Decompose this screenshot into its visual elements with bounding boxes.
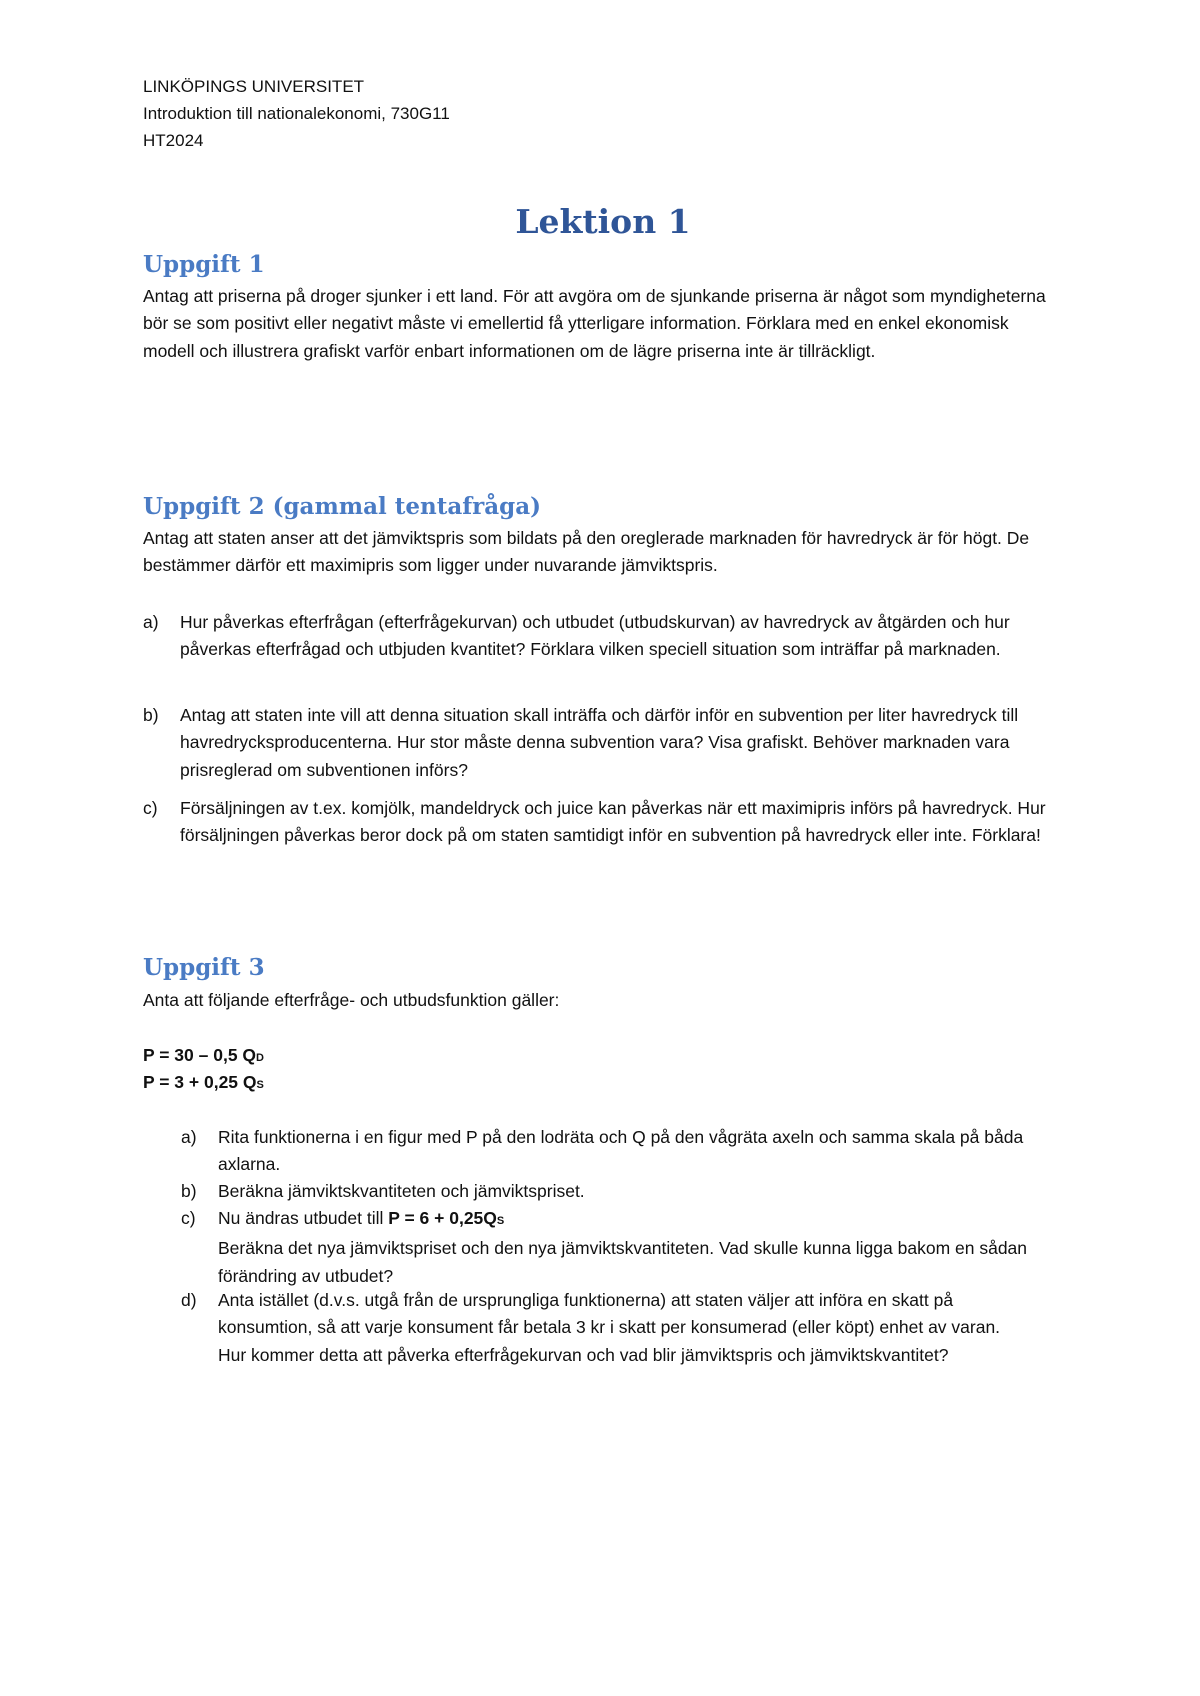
list-marker: b) bbox=[143, 705, 159, 725]
list-marker: c) bbox=[181, 1208, 196, 1228]
task3-item-c-line1: Nu ändras utbudet till P = 6 + 0,25QS bbox=[218, 1208, 505, 1228]
task3-item-a-text: Rita funktionerna i en figur med P på den lodräta och Q på den vågräta axeln och samma skala på båda axlarna. bbox=[218, 1127, 1024, 1175]
new-supply-function: P = 6 + 0,25QS bbox=[388, 1208, 505, 1228]
page-title: Lektion 1 bbox=[515, 202, 691, 241]
task2-heading: Uppgift 2 (gammal tentafråga) bbox=[143, 493, 542, 520]
document-header bbox=[143, 73, 450, 154]
document-page bbox=[143, 0, 1063, 1696]
term-label: HT2024 bbox=[143, 131, 204, 150]
task3-item-d-text: Anta istället (d.v.s. utgå från de ursprungliga funktionerna) att staten väljer att införa en skatt på konsumtion, så att varje konsument får betala 3 kr i skatt per konsumerad (eller köpt) enhet av varan. Hur kommer detta att påverka efterfrågekurvan och vad blir jämviktspris och jämviktskvantitet? bbox=[218, 1290, 1001, 1365]
list-marker: a) bbox=[143, 612, 159, 632]
task1-text: Antag att priserna på droger sjunker i ett land. För att avgöra om de sjunkande priserna är något som myndigheterna bör se som positivt eller negativt måste vi emellertid få ytterligare information. Förklara med en enkel ekonomisk modell och illustrera grafiskt varför enbart informationen om de lägre priserna inte är tillräckligt. bbox=[143, 286, 1046, 361]
task3-item-b-text: Beräkna jämviktskvantiteten och jämviktspriset. bbox=[218, 1181, 585, 1201]
task3-intro: Anta att följande efterfråge- och utbudsfunktion gäller: bbox=[143, 990, 560, 1010]
list-marker: b) bbox=[181, 1181, 197, 1201]
task2-item-b-text: Antag att staten inte vill att denna situation skall inträffa och därför inför en subvention per liter havredryck till havredrycksproducenterna. Hur stor måste denna subvention vara? Visa grafiskt. Behöver marknaden vara prisreglerad om subventionen införs? bbox=[180, 705, 1019, 780]
supply-function: P = 3 + 0,25 QS bbox=[143, 1072, 264, 1092]
list-marker: c) bbox=[143, 798, 158, 818]
task2-item-a-text: Hur påverkas efterfrågan (efterfrågekurvan) och utbudet (utbudskurvan) av havredryck av åtgärden och hur påverkas efterfrågad och utbjuden kvantitet? Förklara vilken speciell situation som inträffar på marknaden. bbox=[180, 612, 1010, 660]
list-marker: a) bbox=[181, 1127, 197, 1147]
task3-item-c-text: Beräkna det nya jämviktspriset och den nya jämviktskvantiteten. Vad skulle kunna ligga bakom en sådan förändring av utbudet? bbox=[218, 1238, 1028, 1286]
supply-subscript: S bbox=[256, 1079, 264, 1091]
course-name: Introduktion till nationalekonomi, 730G11 bbox=[143, 104, 450, 123]
university-name: LINKÖPINGS UNIVERSITET bbox=[143, 77, 365, 96]
task3-heading: Uppgift 3 bbox=[143, 954, 265, 981]
demand-subscript: D bbox=[256, 1052, 264, 1064]
task2-intro: Antag att staten anser att det jämviktspris som bildats på den oreglerade marknaden för havredryck är för högt. De bestämmer därför ett maximipris som ligger under nuvarande jämviktspris. bbox=[143, 528, 1030, 576]
task1-heading: Uppgift 1 bbox=[143, 251, 265, 278]
demand-function: P = 30 – 0,5 QD bbox=[143, 1045, 264, 1065]
task2-item-c-text: Försäljningen av t.ex. komjölk, mandeldryck och juice kan påverkas när ett maximipris införs på havredryck. Hur försäljningen påverkas beror dock på om staten samtidigt inför en subvention på havredryck eller inte. Förklara! bbox=[180, 798, 1046, 846]
list-marker: d) bbox=[181, 1290, 197, 1310]
